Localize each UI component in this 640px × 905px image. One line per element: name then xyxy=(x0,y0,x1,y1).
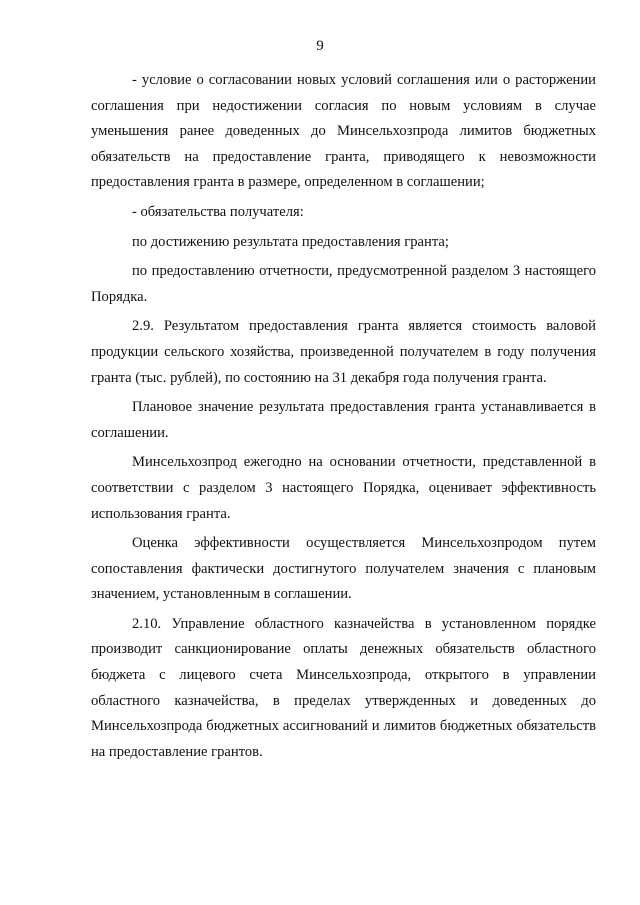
efficiency-method-paragraph: Оценка эффективности осуществляется Минсельхозпродом путем сопоставления фактически достигнутого получателем значения с плановым значением, установленным в соглашении. xyxy=(91,535,596,603)
section-2-9-paragraph: 2.9. Результатом предоставления гранта является стоимость валовой продукции сельского хозяйства, произведенной получателем в году получения гранта (тыс. рублей), по состоянию на 31 декабря года получения гранта. xyxy=(91,318,596,386)
obligation-reporting-paragraph: по предоставлению отчетности, предусмотренной разделом 3 настоящего Порядка. xyxy=(91,263,596,305)
section-2-10-paragraph: 2.10. Управление областного казначейства в установленном порядке производит санкционирование оплаты денежных обязательств областного бюджета с лицевого счета Минсельхозпрода, открытого в управлении областного казначейства, в пределах утвержденных и доведенных до Минсельхозпрода бюджетных ассигнований и лимитов бюджетных обязательств на предоставление грантов. xyxy=(91,615,596,760)
efficiency-assessment-paragraph: Минсельхозпрод ежегодно на основании отчетности, представленной в соответствии с разделом 3 настоящего Порядка, оценивает эффективность использования гранта. xyxy=(91,454,596,522)
page-number: 9 xyxy=(316,38,324,54)
planned-value-paragraph: Плановое значение результата предоставления гранта устанавливается в соглашении. xyxy=(91,399,596,441)
obligation-result-paragraph: по достижению результата предоставления гранта; xyxy=(132,233,449,250)
condition-paragraph: - условие о согласовании новых условий соглашения или о расторжении соглашения при недостижении согласия по новым условиям в случае уменьшения ранее доведенных до Минсельхозпрода лимитов бюджетных обязательств на предоставление гранта, приводящего к невозможности предоставления гранта в размере, определенном в соглашении; xyxy=(91,72,596,191)
document-body xyxy=(91,68,596,765)
obligations-heading: - обязательства получателя: xyxy=(132,203,304,220)
